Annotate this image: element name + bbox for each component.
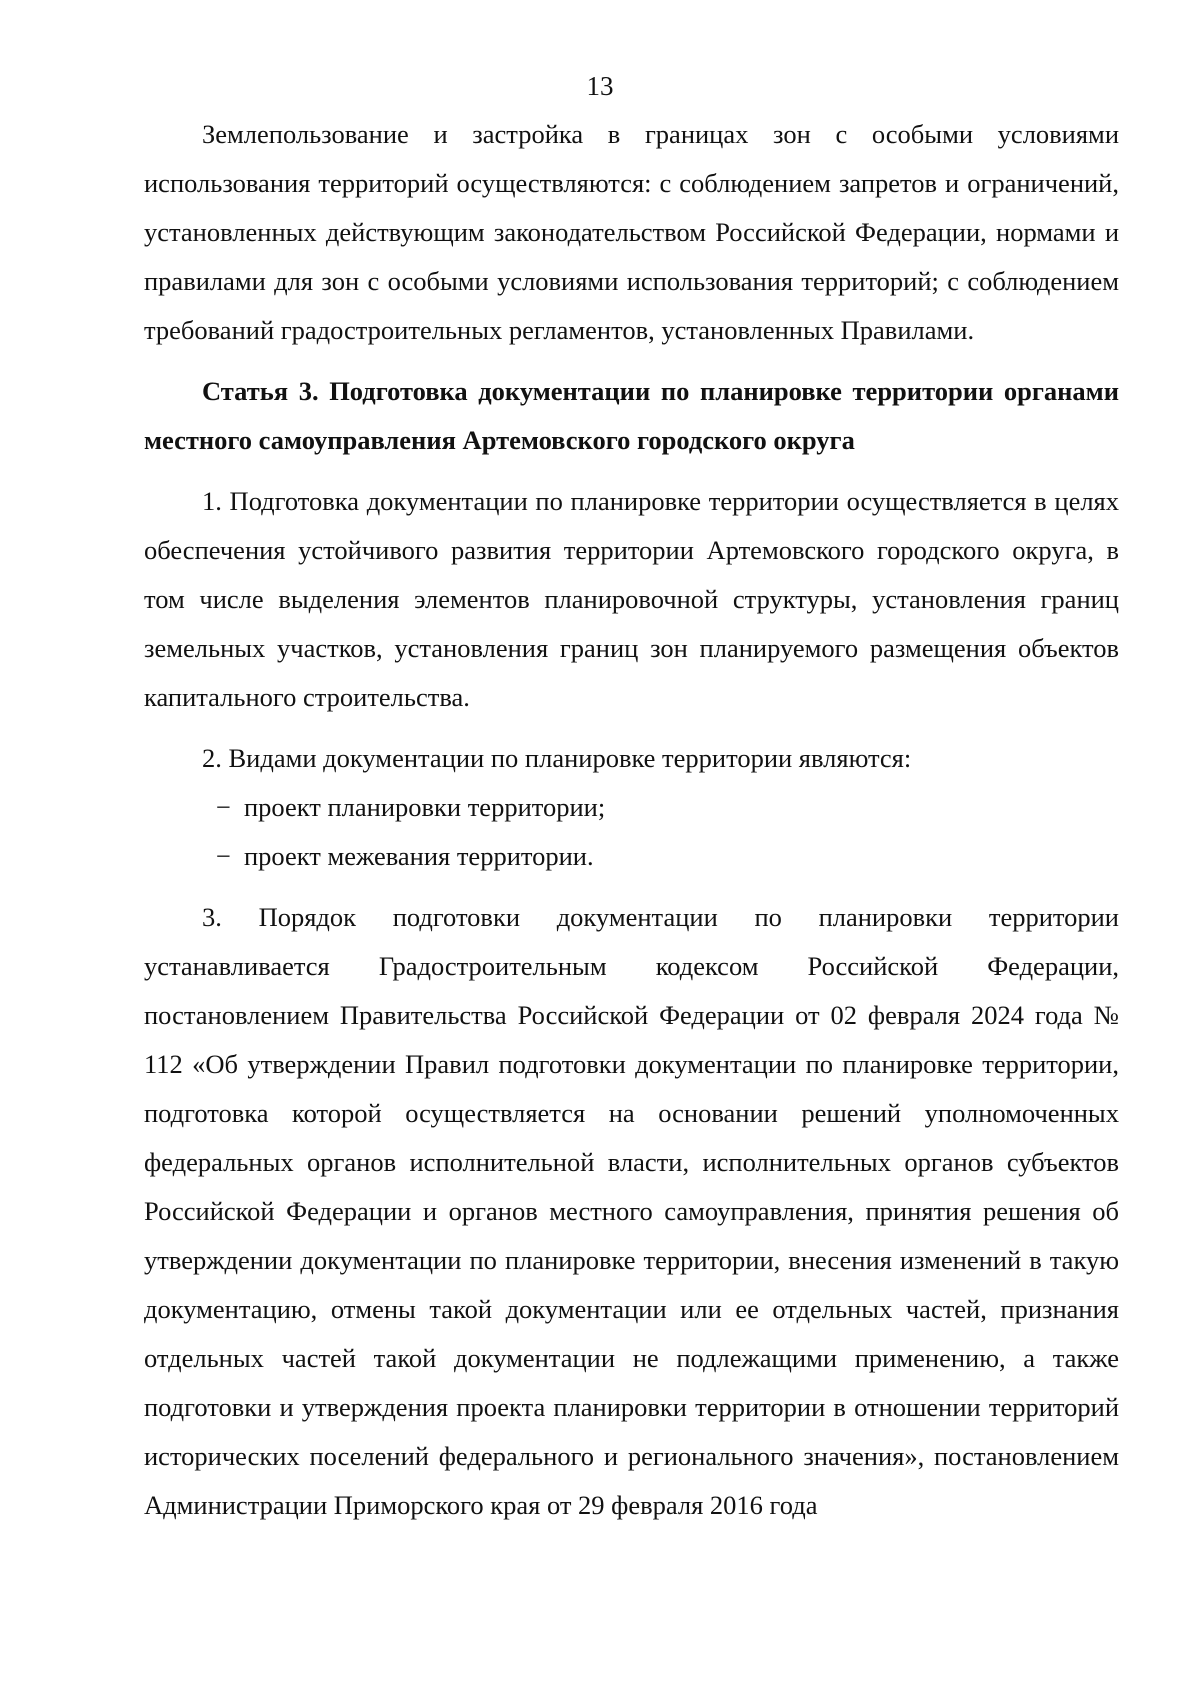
list-item-text: проект планировки территории; xyxy=(244,792,606,822)
list-item-text: проект межевания территории. xyxy=(244,841,594,871)
page-number: 13 xyxy=(586,71,614,101)
list-item xyxy=(144,832,1119,881)
dash-bullet: − xyxy=(216,792,231,822)
dash-bullet: − xyxy=(216,841,231,871)
document-body xyxy=(144,110,1119,1530)
paragraph-item-1: 1. Подготовка документации по планировке территории осуществляется в целях обеспечения устойчивого развития территории Артемовского городского округа, в том числе выделения элементов планировочной структуры, установления границ земельных участков, установления границ зон планируемого размещения объектов капитального строительства. xyxy=(144,486,1119,712)
paragraph-item-3: 3. Порядок подготовки документации по планировки территории устанавливается Градостроительным кодексом Российской Федерации, постановлением Правительства Российской Федерации от 02 февраля 2024 года № 112 «Об утверждении Правил подготовки документации по планировке территории, подготовка которой осуществляется на основании решений уполномоченных федеральных органов исполнительной власти, исполнительных органов субъектов Российской Федерации и органов местного самоуправления, принятия решения об утверждении документации по планировке территории, внесения изменений в такую документацию, отмены такой документации или ее отдельных частей, признания отдельных частей такой документации не подлежащими применению, а также подготовки и утверждения проекта планировки территории в отношении территорий исторических поселений федерального и регионального значения», постановлением Администрации Приморского края от 29 февраля 2016 года xyxy=(144,902,1119,1520)
paragraph-land-use: Землепользование и застройка в границах зон с особыми условиями использования территорий осуществляются: с соблюдением запретов и ограничений, установленных действующим законодательством Российской Федерации, нормами и правилами для зон с особыми условиями использования территорий; с соблюдением требований градостроительных регламентов, установленных Правилами. xyxy=(144,119,1119,345)
list-item xyxy=(144,783,1119,832)
paragraph-item-2: 2. Видами документации по планировке территории являются: xyxy=(202,743,912,773)
article-heading: Статья 3. Подготовка документации по планировке территории органами местного самоуправления Артемовского городского округа xyxy=(144,376,1119,455)
